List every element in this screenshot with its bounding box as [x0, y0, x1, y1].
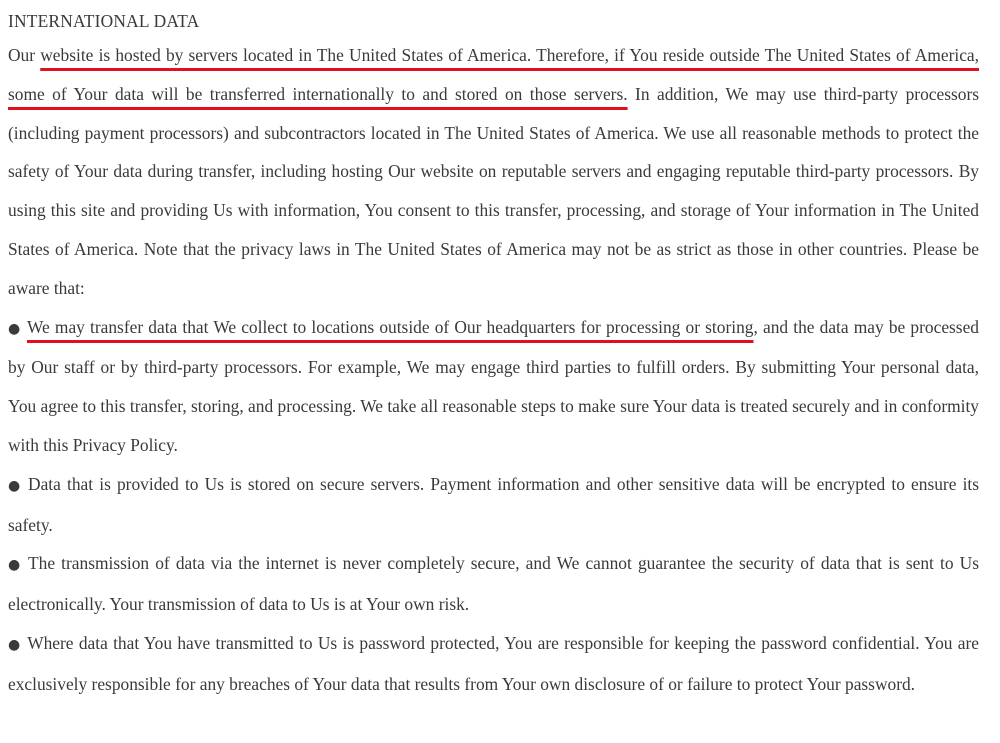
bullet-item-password [8, 624, 979, 704]
bullet-text: Where data that You have transmitted to Us is password protected, You are responsible for keeping the password confidential. You are exclusively responsible for any breaches of Your data that results from Your own disclosure of or failure to protect Your password. [8, 632, 979, 694]
bullet-item-transfer [8, 308, 979, 465]
bullet-dot-icon [8, 633, 21, 653]
intro-paragraph [8, 36, 979, 308]
bullet-item-secure-servers [8, 465, 979, 545]
intro-text-start: Our [8, 45, 41, 65]
bullet-dot-icon [8, 317, 21, 337]
intro-text-rest: In addition, We may use third-party processors (including payment processors) and subcontractors located in The United States of America. We use all reasonable methods to protect the safety of Your data during transfer, including hosting Our website on reputable servers and engaging reputable third-party processors. By using this site and providing Us with information, You consent to this transfer, processing, and storage of Your information in The United States of America. Note that the privacy laws in The United States of America may not be as strict as those in other countries. Please be aware that: [8, 83, 980, 298]
bullet-text: , and the data may be processed by Our staff or by third-party processors. For example, We may engage third parties to fulfill orders. By submitting Your personal data, You agree to this transfer, storing, and processing. We take all reasonable steps to make sure Your data is treated securely and in conformity with this Privacy Policy. [8, 316, 979, 455]
bullet-list [8, 308, 979, 704]
bullet-dot-icon [8, 553, 22, 573]
intro-highlighted-text: website is hosted by servers located in The United States of America. Therefore, if You reside outside The United States of America, some of Your data will be transferred internationally to and stored on those servers. [8, 45, 979, 104]
bullet-dot-icon [8, 474, 22, 494]
section-heading: INTERNATIONAL DATA [8, 11, 200, 31]
bullet-item-transmission [8, 544, 979, 624]
bullet-text: The transmission of data via the internet is never completely secure, and We cannot guarantee the security of data that is sent to Us electronically. Your transmission of data to Us is at Your own risk. [8, 553, 979, 615]
policy-document [8, 6, 979, 704]
bullet-highlighted-text: We may transfer data that We collect to locations outside of Our headquarters for processing or storing [27, 316, 754, 337]
bullet-text: Data that is provided to Us is stored on secure servers. Payment information and other sensitive data will be encrypted to ensure its safety. [8, 473, 980, 535]
